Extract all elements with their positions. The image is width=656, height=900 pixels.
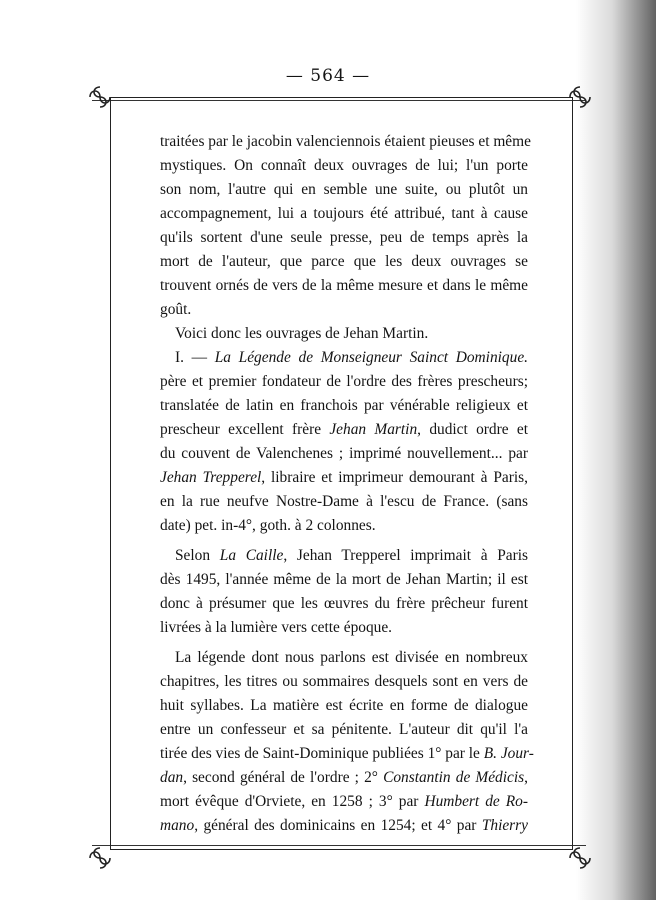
text-segment: en la rue neufve Nostre-Dame à l'escu de France. (sans — [160, 493, 528, 510]
text-segment: qu'ils sortent d'une seule presse, peu de temps après la — [160, 229, 528, 246]
text-line — [160, 154, 528, 178]
text-segment: dès 1495, l'année même de la mort de Jehan Martin; il est — [160, 571, 528, 588]
italic-text: dan — [160, 769, 184, 786]
text-line — [160, 274, 528, 298]
text-segment: La légende dont nous parlons est divisée en nombreux — [175, 649, 528, 666]
text-segment: I. — — [175, 349, 215, 366]
text-line — [160, 592, 528, 616]
text-segment: son nom, l'autre qui en semble une suite, ou plutôt un — [160, 181, 528, 198]
text-segment: donc à présumer que les œuvres du frère prêcheur furent — [160, 595, 528, 612]
text-segment: entre un confesseur et sa pénitente. L'auteur dit qu'il l'a — [160, 721, 528, 738]
italic-text: Jehan Martin — [329, 421, 418, 438]
text-line — [160, 568, 528, 592]
text-line — [160, 298, 528, 322]
text-segment: mystiques. On connaît deux ouvrages de lui; l'un porte — [160, 157, 528, 174]
text-line — [160, 766, 528, 790]
italic-text: B. Jour- — [483, 745, 534, 762]
text-line — [160, 514, 528, 538]
text-segment: livrées à la lumière vers cette époque. — [160, 619, 393, 636]
text-line — [160, 670, 528, 694]
corner-ornament-icon — [86, 83, 114, 111]
text-segment: , Jehan Trepperel imprimait à Paris — [283, 547, 529, 564]
corner-ornament-icon — [566, 844, 594, 872]
corner-ornament-icon — [86, 844, 114, 872]
text-line — [160, 790, 528, 814]
text-segment: prescheur excellent frère — [160, 421, 330, 438]
text-line — [160, 370, 528, 394]
text-segment: mort de l'auteur, que parce que les deux ouvrages se — [160, 253, 528, 270]
corner-ornament-icon — [566, 83, 594, 111]
text-segment: mort évêque d'Orviete, en 1258 ; 3° par — [160, 793, 425, 810]
text-segment: , dudict ordre et — [417, 421, 528, 438]
text-line — [160, 322, 528, 346]
text-line — [160, 718, 528, 742]
text-segment: Voici donc les ouvrages de Jehan Martin. — [175, 325, 429, 342]
text-line — [160, 544, 528, 568]
text-line — [160, 694, 528, 718]
italic-text: Thierry — [481, 817, 528, 834]
text-segment: , libraire et imprimeur demourant à Paris, — [261, 469, 528, 486]
text-line — [160, 490, 528, 514]
text-segment: , — [524, 769, 528, 786]
text-line — [160, 250, 528, 274]
italic-text: La Caille — [219, 547, 284, 564]
text-line — [160, 742, 534, 766]
text-segment: date) pet. in-4°, goth. à 2 colonnes. — [160, 517, 376, 534]
text-line — [160, 202, 528, 226]
text-line — [160, 616, 528, 640]
text-line — [160, 394, 528, 418]
text-segment: accompagnement, lui a toujours été attribué, tant à cause — [160, 205, 528, 222]
text-segment: chapitres, les titres ou sommaires desquels sont en vers de — [160, 673, 528, 690]
text-segment: , second général de l'ordre ; 2° — [183, 769, 384, 786]
text-segment: , général des dominicains en 1254; et 4° par — [194, 817, 482, 834]
text-line — [160, 346, 528, 370]
italic-text: Constantin de Médicis — [383, 769, 525, 786]
text-segment: Selon — [175, 547, 220, 564]
text-line — [160, 646, 528, 670]
text-line — [160, 814, 528, 838]
text-line — [160, 226, 528, 250]
text-segment: trouvent ornés de vers de la même mesure et dans le même — [160, 277, 528, 294]
italic-text: Jehan Trepperel — [160, 469, 262, 486]
text-segment: traitées par le jacobin valenciennois étaient pieuses et même — [160, 133, 531, 150]
text-segment: père et premier fondateur de l'ordre des frères prescheurs; — [160, 373, 528, 390]
text-line — [160, 466, 528, 490]
text-line — [160, 442, 528, 466]
text-line — [160, 130, 531, 154]
text-segment: du couvent de Valenchenes ; imprimé nouvellement... par — [160, 445, 528, 462]
page-number: — 564 — — [285, 66, 371, 86]
text-segment: tirée des vies de Saint-Dominique publiées 1° par le — [160, 745, 484, 762]
page-edge-shadow — [576, 0, 656, 900]
italic-text: mano — [160, 817, 195, 834]
text-segment: huit syllabes. La matière est écrite en forme de dialogue — [160, 697, 528, 714]
body-text — [160, 130, 534, 838]
text-segment: translatée de latin en franchois par vénérable religieux et — [160, 397, 528, 414]
italic-text: La Légende de Monseigneur Sainct Dominique. — [214, 349, 528, 366]
text-line — [160, 178, 528, 202]
italic-text: Humbert de Ro- — [424, 793, 528, 810]
text-line — [160, 418, 528, 442]
text-segment: goût. — [160, 301, 192, 318]
